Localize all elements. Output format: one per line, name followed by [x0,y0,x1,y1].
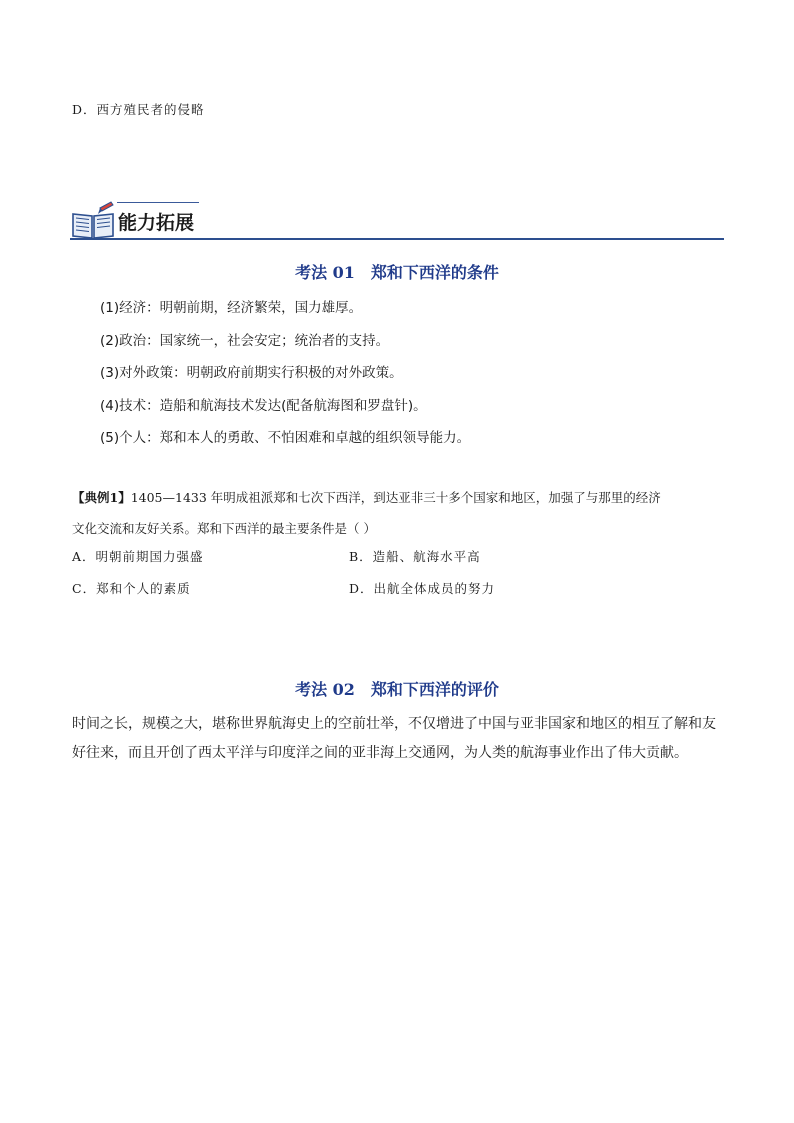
condition-item: (4)技术：造船和航海技术发达(配备航海图和罗盘针)。 [100,397,427,414]
method1-heading [0,260,794,283]
condition-item: (2)政治：国家统一，社会安定；统治者的支持。 [100,332,390,349]
evaluation-line2: 好往来，而且开创了西太平洋与印度洋之间的亚非海上交通网，为人类的航海事业作出了伟大贡献。 [72,745,688,761]
method1-label: 考法 01 [295,263,355,282]
example-tag: 【典例1】 [72,490,131,505]
option-a: A．明朝前期国力强盛 [72,549,204,564]
example-stem-line1: 1405—1433 年明成祖派郑和七次下西洋，到达亚非三十多个国家和地区，加强了与那里的经济 [130,490,661,505]
previous-question-option-d: D．西方殖民者的侵略 [72,102,205,117]
open-book-icon [70,200,116,240]
evaluation-line1: 时间之长，规模之大，堪称世界航海史上的空前壮举，不仅增进了中国与亚非国家和地区的相互了解和友 [72,716,716,732]
example-options [72,541,727,605]
method2-label: 考法 02 [295,680,355,699]
option-c: C．郑和个人的素质 [72,581,191,596]
condition-item: (5)个人：郑和本人的勇敢、不怕困难和卓越的组织领导能力。 [100,430,471,446]
condition-item: (1)经济：明朝前期，经济繁荣，国力雄厚。 [100,300,363,316]
evaluation-paragraph [72,710,727,768]
example-question [72,482,727,544]
example-stem-line2: 文化交流和友好关系。郑和下西洋的最主要条件是（ ） [72,521,376,536]
conditions-list [100,292,470,455]
option-d: D．出航全体成员的努力 [349,581,496,596]
option-b: B．造船、航海水平高 [349,549,481,564]
method2-heading [0,677,794,700]
condition-item: (3)对外政策：明朝政府前期实行积极的对外政策。 [100,365,403,381]
banner-top-line [117,202,199,203]
section-title: 能力拓展 [118,212,195,234]
method2-title: 郑和下西洋的评价 [370,680,499,699]
method1-title: 郑和下西洋的条件 [370,263,499,282]
section-rule [70,238,724,240]
